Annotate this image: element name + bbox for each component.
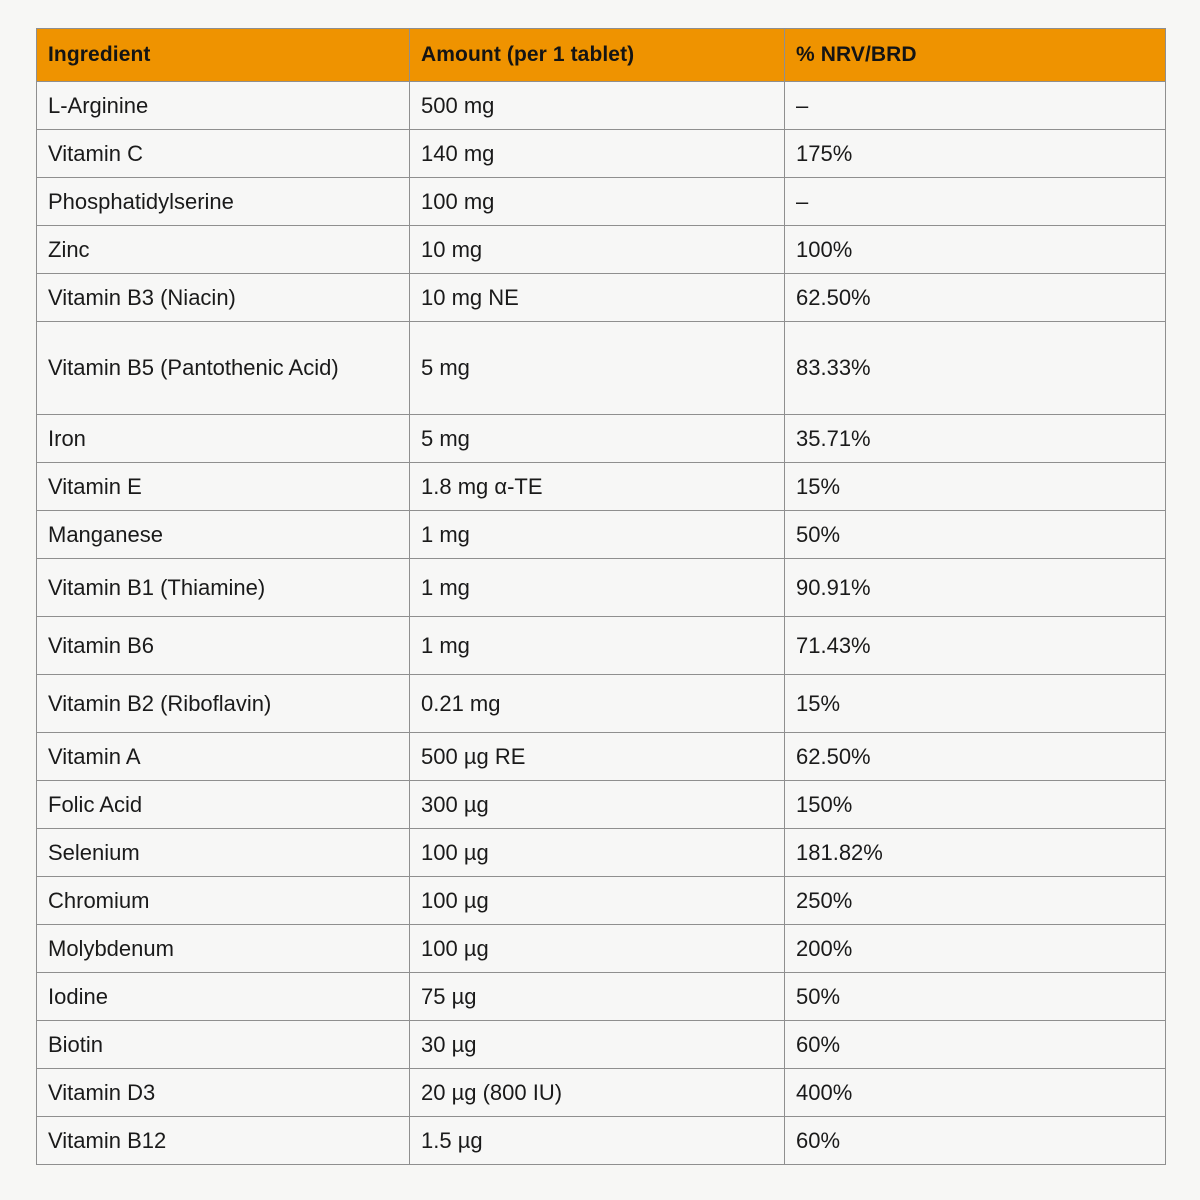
cell-amount: 10 mg: [410, 226, 785, 274]
cell-amount: 5 mg: [410, 415, 785, 463]
cell-amount: 30 µg: [410, 1021, 785, 1069]
cell-nrv-percentage: 35.71%: [785, 415, 1166, 463]
cell-nrv-percentage: 250%: [785, 877, 1166, 925]
table-body: [37, 82, 1166, 1165]
cell-ingredient: Vitamin B5 (Pantothenic Acid): [37, 322, 410, 415]
cell-ingredient: Molybdenum: [37, 925, 410, 973]
cell-amount: 10 mg NE: [410, 274, 785, 322]
cell-amount: 20 µg (800 IU): [410, 1069, 785, 1117]
cell-amount: 500 mg: [410, 82, 785, 130]
cell-amount: 1.8 mg α-TE: [410, 463, 785, 511]
cell-ingredient: Vitamin E: [37, 463, 410, 511]
cell-nrv-percentage: 50%: [785, 511, 1166, 559]
cell-nrv-percentage: 150%: [785, 781, 1166, 829]
table-row: [37, 1069, 1166, 1117]
cell-ingredient: Phosphatidylserine: [37, 178, 410, 226]
table-row: [37, 781, 1166, 829]
column-header-amount: Amount (per 1 tablet): [410, 29, 785, 82]
cell-nrv-percentage: 15%: [785, 463, 1166, 511]
cell-ingredient: Selenium: [37, 829, 410, 877]
cell-nrv-percentage: 181.82%: [785, 829, 1166, 877]
table-row: [37, 1021, 1166, 1069]
cell-amount: 100 µg: [410, 829, 785, 877]
cell-nrv-percentage: –: [785, 178, 1166, 226]
column-header-ingredient: Ingredient: [37, 29, 410, 82]
table-row: [37, 274, 1166, 322]
cell-amount: 1 mg: [410, 559, 785, 617]
cell-amount: 1 mg: [410, 511, 785, 559]
table-row: [37, 463, 1166, 511]
cell-ingredient: L-Arginine: [37, 82, 410, 130]
cell-nrv-percentage: 15%: [785, 675, 1166, 733]
cell-ingredient: Vitamin B3 (Niacin): [37, 274, 410, 322]
table-row: [37, 733, 1166, 781]
cell-amount: 0.21 mg: [410, 675, 785, 733]
table-row: [37, 226, 1166, 274]
cell-ingredient: Vitamin B1 (Thiamine): [37, 559, 410, 617]
table-row: [37, 559, 1166, 617]
table-row: [37, 1117, 1166, 1165]
cell-ingredient: Manganese: [37, 511, 410, 559]
cell-amount: 1 mg: [410, 617, 785, 675]
cell-amount: 500 µg RE: [410, 733, 785, 781]
supplement-facts-table: [36, 28, 1166, 1165]
cell-nrv-percentage: 100%: [785, 226, 1166, 274]
cell-ingredient: Vitamin B2 (Riboflavin): [37, 675, 410, 733]
table-row: [37, 829, 1166, 877]
cell-nrv-percentage: 400%: [785, 1069, 1166, 1117]
cell-ingredient: Vitamin B6: [37, 617, 410, 675]
cell-amount: 100 µg: [410, 925, 785, 973]
cell-amount: 75 µg: [410, 973, 785, 1021]
table-row: [37, 178, 1166, 226]
cell-ingredient: Folic Acid: [37, 781, 410, 829]
table-row: [37, 415, 1166, 463]
table-row: [37, 322, 1166, 415]
cell-nrv-percentage: 175%: [785, 130, 1166, 178]
column-header-nrv: % NRV/BRD: [785, 29, 1166, 82]
table-row: [37, 82, 1166, 130]
table-row: [37, 617, 1166, 675]
cell-ingredient: Vitamin B12: [37, 1117, 410, 1165]
cell-ingredient: Biotin: [37, 1021, 410, 1069]
cell-ingredient: Zinc: [37, 226, 410, 274]
cell-nrv-percentage: 62.50%: [785, 274, 1166, 322]
cell-amount: 100 µg: [410, 877, 785, 925]
cell-ingredient: Vitamin D3: [37, 1069, 410, 1117]
cell-amount: 100 mg: [410, 178, 785, 226]
cell-ingredient: Iron: [37, 415, 410, 463]
table-row: [37, 511, 1166, 559]
cell-amount: 300 µg: [410, 781, 785, 829]
table-header-row: [37, 29, 1166, 82]
cell-nrv-percentage: 90.91%: [785, 559, 1166, 617]
table-row: [37, 925, 1166, 973]
table-header: [37, 29, 1166, 82]
table-row: [37, 130, 1166, 178]
cell-nrv-percentage: –: [785, 82, 1166, 130]
cell-amount: 1.5 µg: [410, 1117, 785, 1165]
cell-amount: 140 mg: [410, 130, 785, 178]
cell-ingredient: Iodine: [37, 973, 410, 1021]
cell-nrv-percentage: 50%: [785, 973, 1166, 1021]
cell-nrv-percentage: 83.33%: [785, 322, 1166, 415]
nutrition-table-container: [36, 28, 1165, 1165]
table-row: [37, 877, 1166, 925]
cell-ingredient: Vitamin A: [37, 733, 410, 781]
table-row: [37, 675, 1166, 733]
cell-ingredient: Vitamin C: [37, 130, 410, 178]
table-row: [37, 973, 1166, 1021]
cell-nrv-percentage: 62.50%: [785, 733, 1166, 781]
cell-nrv-percentage: 200%: [785, 925, 1166, 973]
cell-nrv-percentage: 60%: [785, 1117, 1166, 1165]
cell-nrv-percentage: 60%: [785, 1021, 1166, 1069]
cell-nrv-percentage: 71.43%: [785, 617, 1166, 675]
cell-amount: 5 mg: [410, 322, 785, 415]
cell-ingredient: Chromium: [37, 877, 410, 925]
